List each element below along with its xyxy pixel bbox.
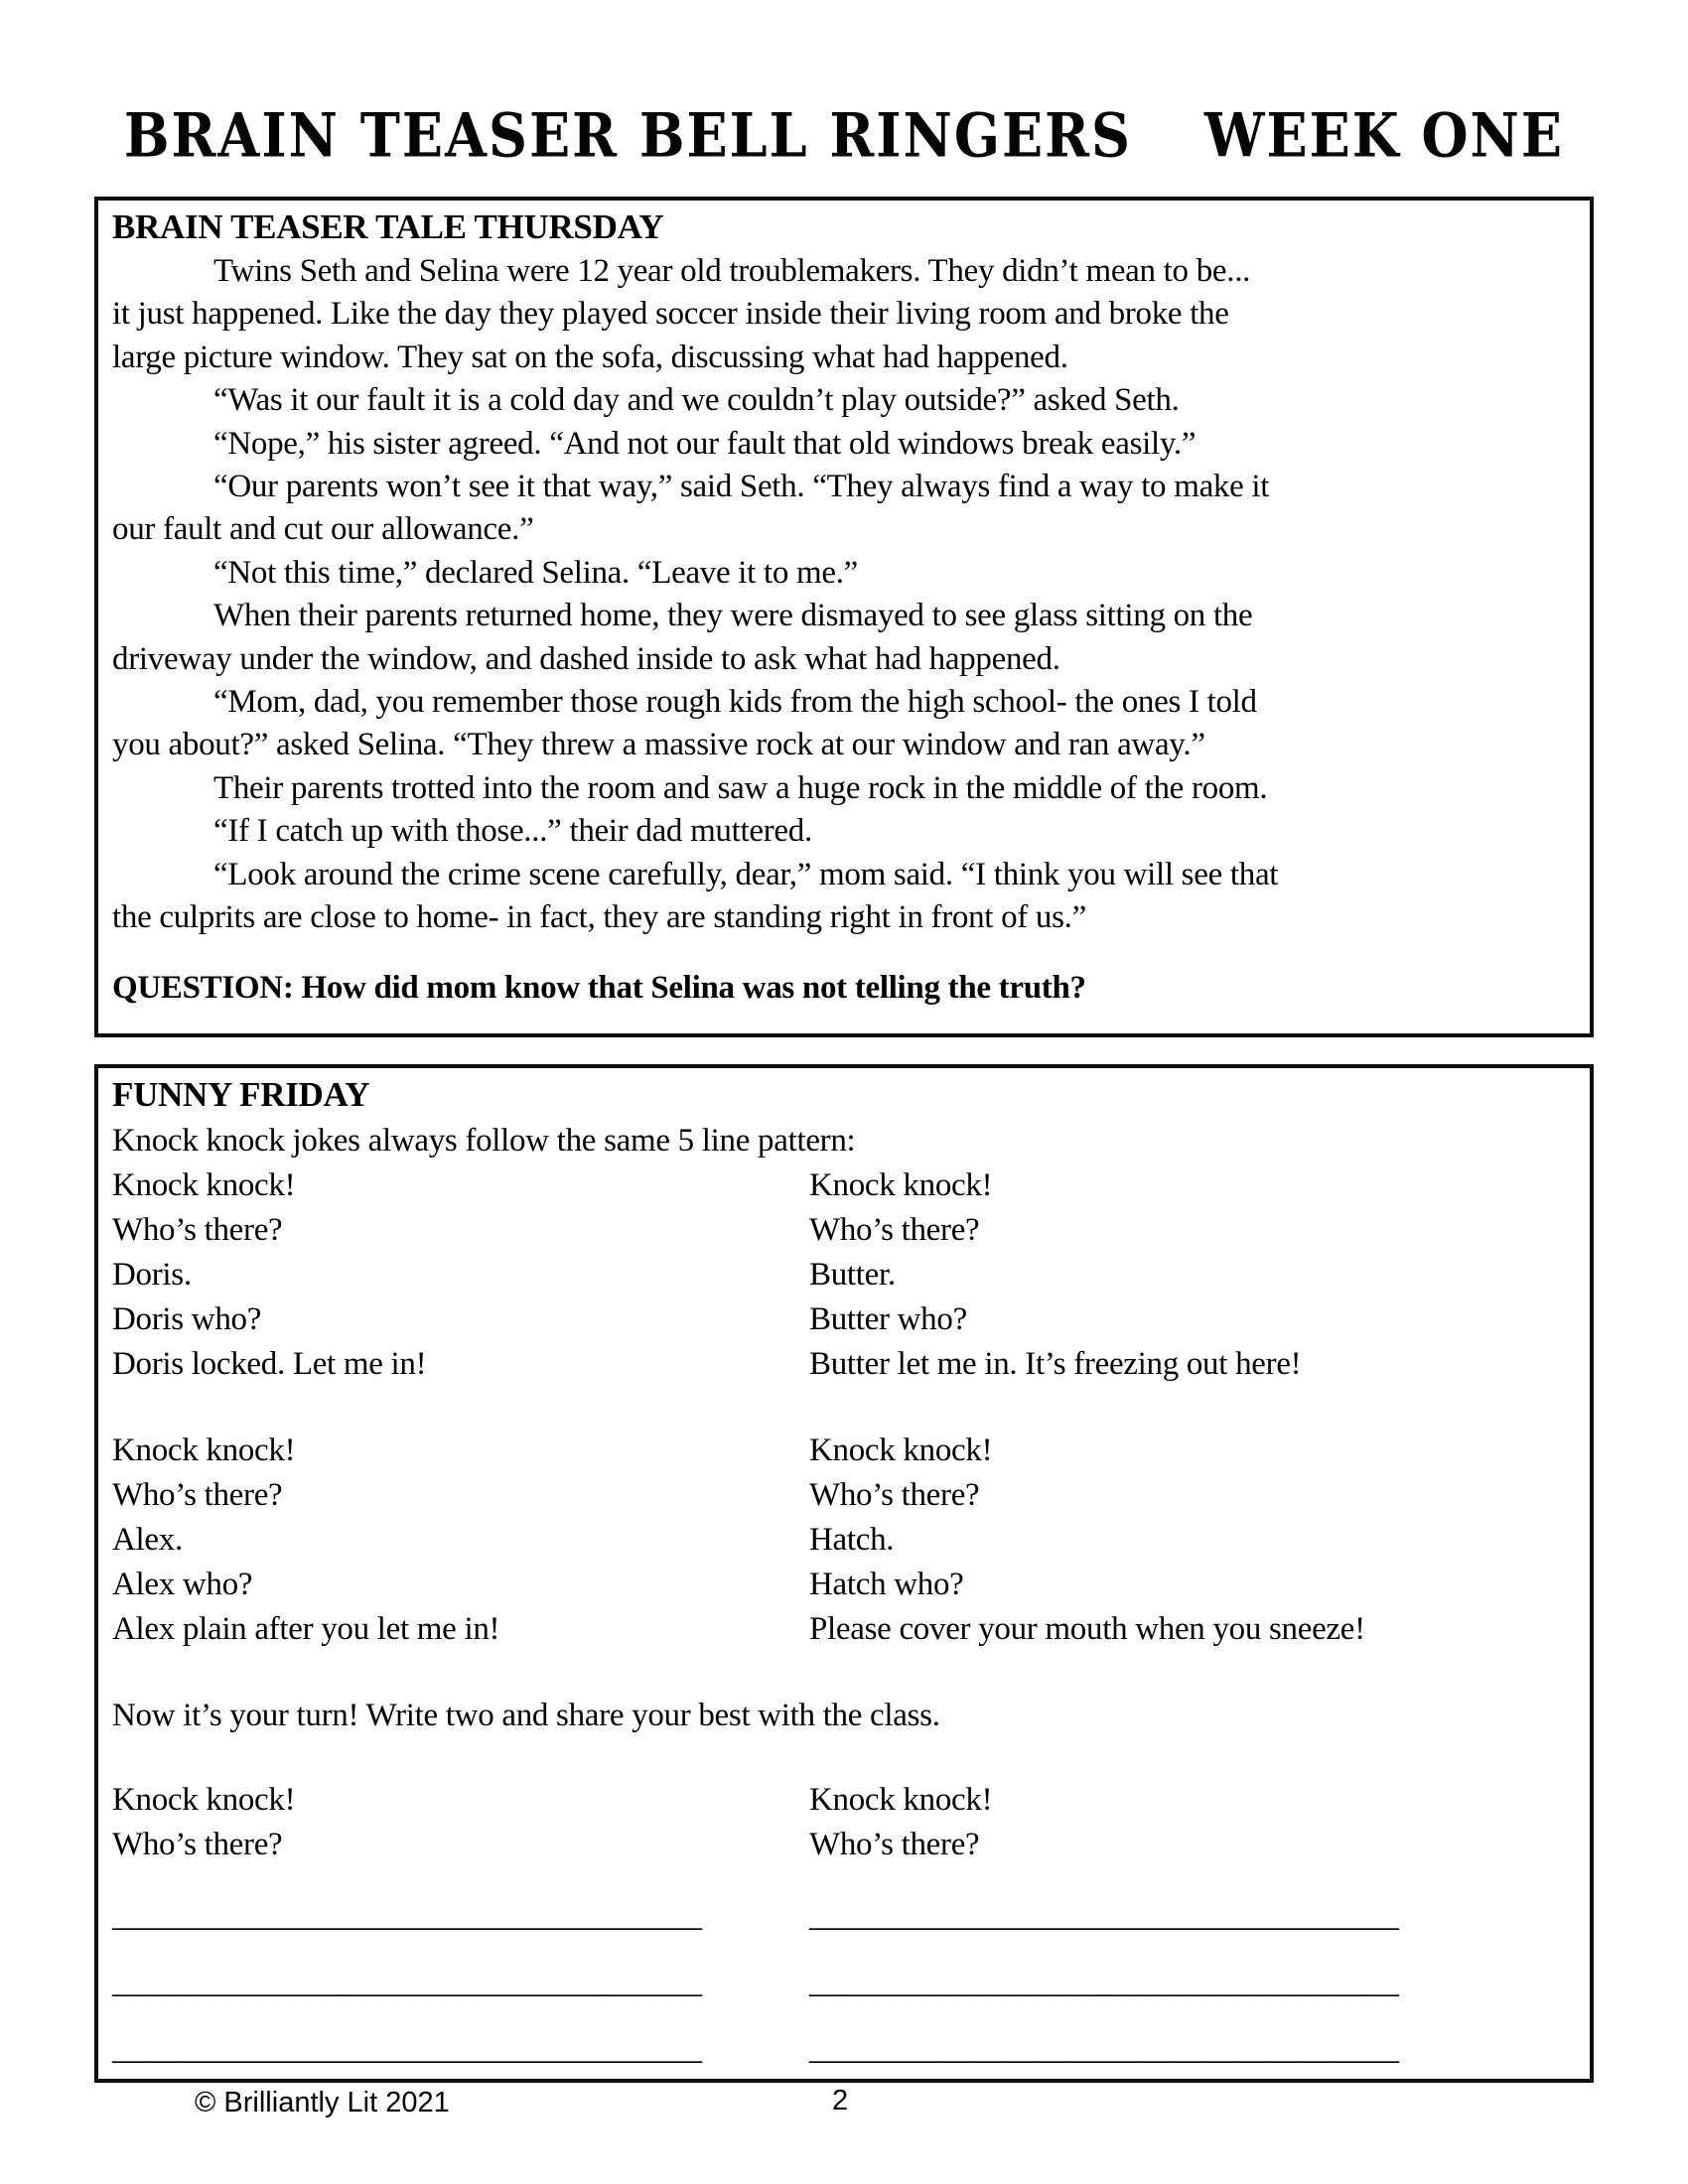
joke-line: Hatch. <box>809 1522 895 1558</box>
friday-section <box>94 1064 1594 2083</box>
joke-row-1 <box>112 1163 1576 1387</box>
joke-line: Butter who? <box>809 1301 967 1337</box>
story-line: you about?” asked Selina. “They threw a massive rock at our window and ran away.” <box>112 727 1205 763</box>
answer-blank: ____________________________________ <box>809 2031 1399 2067</box>
friday-prompt: Now it’s your turn! Write two and share your best with the class. <box>112 1698 940 1733</box>
thursday-section <box>94 197 1594 1037</box>
joke-butter <box>809 1163 1576 1387</box>
starter-line: Who’s there? <box>809 1827 980 1862</box>
write-own-blanks <box>112 1883 1576 2083</box>
answer-blank: ____________________________________ <box>112 2031 702 2067</box>
joke-line: Knock knock! <box>809 1167 993 1203</box>
story-line: “Was it our fault it is a cold day and we couldn’t play outside?” asked Seth. <box>213 382 1180 419</box>
page-title <box>0 99 1688 171</box>
joke-line: Who’s there? <box>809 1477 980 1513</box>
friday-intro: Knock knock jokes always follow the same 5 line pattern: <box>112 1123 856 1159</box>
footer-copyright: © Brilliantly Lit 2021 <box>195 2087 450 2118</box>
story-line: “If I catch up with those...” their dad muttered. <box>213 813 812 850</box>
write-own-left <box>112 1778 809 1867</box>
story-line: When their parents returned home, they were dismayed to see glass sitting on the <box>213 598 1253 634</box>
write-own-blanks-right <box>809 1883 1576 2083</box>
answer-blank: ____________________________________ <box>112 1965 702 2000</box>
joke-line: Alex who? <box>112 1567 253 1602</box>
starter-line: Knock knock! <box>112 1782 296 1818</box>
write-own-blanks-left <box>112 1883 809 2083</box>
answer-blank: ____________________________________ <box>809 1898 1399 1934</box>
footer-page-number: 2 <box>832 2085 849 2116</box>
joke-line: Knock knock! <box>112 1433 296 1468</box>
joke-line: Knock knock! <box>809 1433 993 1468</box>
story-line: driveway under the window, and dashed inside to ask what had happened. <box>112 640 1060 677</box>
starter-line: Who’s there? <box>112 1827 283 1862</box>
story-line: “Mom, dad, you remember those rough kids from the high school- the ones I told <box>213 684 1257 721</box>
joke-line: Knock knock! <box>112 1167 296 1203</box>
story-line: the culprits are close to home- in fact, they are standing right in front of us.” <box>112 899 1086 936</box>
joke-row-2 <box>112 1429 1576 1652</box>
joke-line: Doris who? <box>112 1301 262 1337</box>
answer-blank: ____________________________________ <box>809 1965 1399 2000</box>
thursday-header: BRAIN TEASER TALE THURSDAY <box>112 207 664 246</box>
joke-line: Alex plain after you let me in! <box>112 1611 500 1647</box>
answer-blank: ____________________________________ <box>112 1898 702 1934</box>
joke-alex <box>112 1429 809 1652</box>
story-line: “Look around the crime scene carefully, dear,” mom said. “I think you will see that <box>213 856 1279 892</box>
write-own-starters <box>112 1778 1576 1867</box>
joke-line: Hatch who? <box>809 1567 964 1602</box>
story-line: Twins Seth and Selina were 12 year old troublemakers. They didn’t mean to be... <box>213 253 1251 289</box>
joke-line: Doris locked. Let me in! <box>112 1346 427 1382</box>
page-title-main: BRAIN TEASER BELL RINGERS <box>123 99 1132 171</box>
joke-line: Alex. <box>112 1522 183 1558</box>
story-line: “Nope,” his sister agreed. “And not our fault that old windows break easily.” <box>213 425 1196 462</box>
joke-line: Butter. <box>809 1257 896 1293</box>
joke-line: Doris. <box>112 1257 192 1293</box>
joke-line: Who’s there? <box>809 1212 980 1248</box>
story-line: Their parents trotted into the room and saw a huge rock in the middle of the room. <box>213 769 1268 806</box>
story-line: “Not this time,” declared Selina. “Leave it to me.” <box>213 554 859 591</box>
page-title-week: WEEK ONE <box>1203 99 1565 171</box>
joke-line: Please cover your mouth when you sneeze! <box>809 1611 1365 1647</box>
story-line: our fault and cut our allowance.” <box>112 511 534 548</box>
joke-line: Who’s there? <box>112 1212 283 1248</box>
thursday-question: QUESTION: How did mom know that Selina was not telling the truth? <box>112 969 1086 1006</box>
story-line: it just happened. Like the day they played soccer inside their living room and broke the <box>112 296 1229 333</box>
story-line: “Our parents won’t see it that way,” said Seth. “They always find a way to make it <box>213 469 1270 505</box>
joke-line: Butter let me in. It’s freezing out here! <box>809 1346 1302 1382</box>
joke-hatch <box>809 1429 1576 1652</box>
write-own-right <box>809 1778 1576 1867</box>
starter-line: Knock knock! <box>809 1782 993 1818</box>
joke-line: Who’s there? <box>112 1477 283 1513</box>
friday-header: FUNNY FRIDAY <box>112 1075 370 1114</box>
story-line: large picture window. They sat on the sofa, discussing what had happened. <box>112 339 1068 375</box>
joke-doris <box>112 1163 809 1387</box>
